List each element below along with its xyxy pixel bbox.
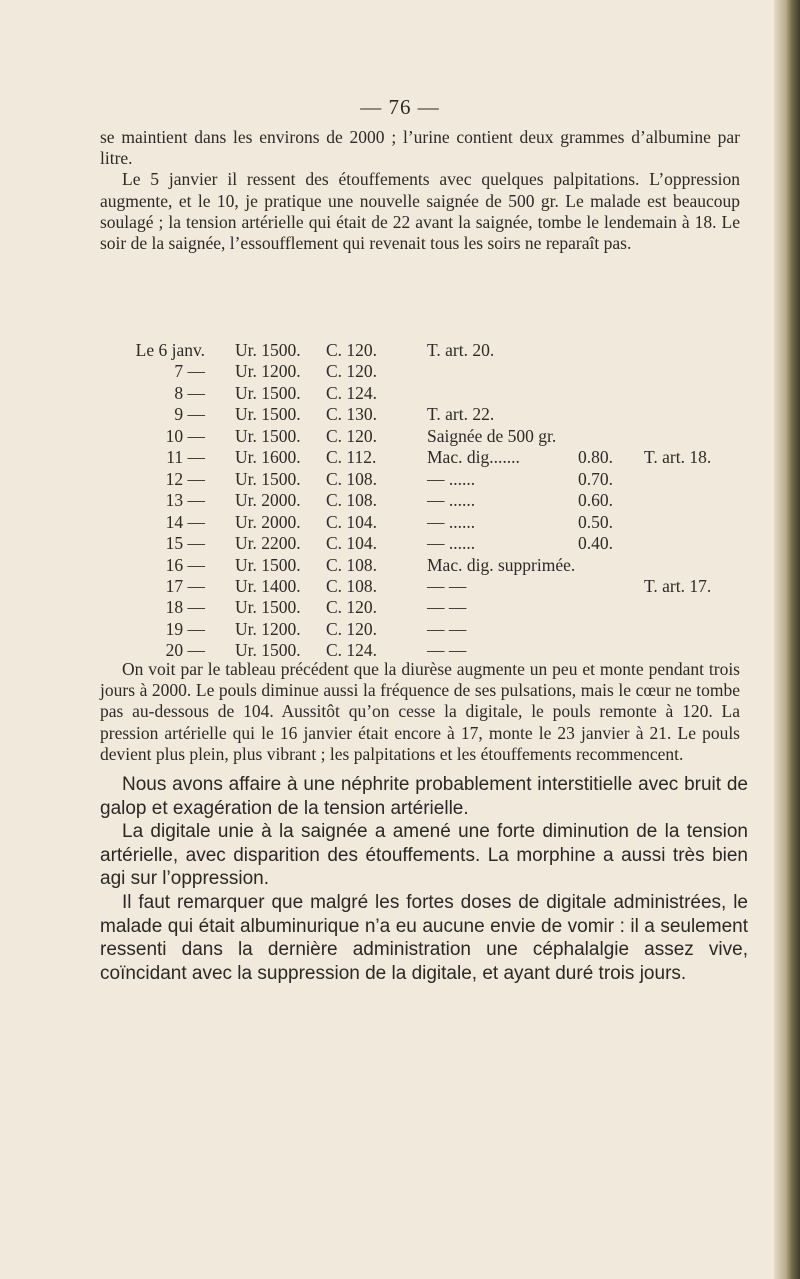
table-cell-note: T. art. 20. (427, 340, 495, 360)
table-cell-c: C. 120. (326, 597, 378, 618)
table-cell-c: C. 104. (326, 511, 378, 532)
table-cell-c: C. 120. (326, 340, 378, 360)
table-cell-c: C. 108. (326, 490, 378, 511)
table-cell-val: 0.40. (578, 533, 613, 554)
table-cell-val: 0.60. (578, 490, 613, 511)
intro-paragraph: se maintient dans les environs de 2000 ; l’urine contient deux grammes d’albumine par litre. (100, 127, 740, 169)
page-edge-shadow (774, 0, 800, 1279)
table-cell-day: Le 6 janv. (135, 340, 205, 360)
table-cell-ur: Ur. 1600. (235, 447, 301, 468)
table-cell-note: Mac. dig. supprimée. (427, 554, 576, 575)
table-cell-day: 9 — (174, 404, 205, 425)
intro-text (100, 127, 740, 254)
table-cell-ur: Ur. 2000. (235, 490, 301, 511)
table-cell-c: C. 108. (326, 468, 378, 489)
table-cell-c: C. 108. (326, 575, 378, 596)
table-cell-day: 10 — (165, 425, 205, 446)
table-cell-c: C. 130. (326, 404, 378, 425)
conclusion-paragraph: Nous avons affaire à une néphrite probablement interstitielle avec bruit de galop et exagération de la tension artérielle. (100, 774, 748, 819)
table-cell-ur: Ur. 1500. (235, 554, 301, 575)
table-cell-note: Saignée de 500 gr. (427, 425, 557, 446)
table-cell-note: — — (427, 597, 467, 618)
page-number: — 76 — (360, 95, 440, 119)
table-cell-day: 20 — (165, 640, 205, 661)
table-cell-day: 7 — (174, 361, 205, 382)
table-cell-ur: Ur. 1500. (235, 340, 301, 360)
table-cell-day: 11 — (166, 447, 205, 468)
table-cell-c: C. 120. (326, 361, 378, 382)
table-cell-ur: Ur. 1200. (235, 618, 301, 639)
table-cell-day: 19 — (165, 618, 205, 639)
table-cell-note: T. art. 22. (427, 404, 495, 425)
table-cell-note: — ...... (427, 468, 476, 489)
table-cell-day: 15 — (165, 533, 205, 554)
table-cell-ur: Ur. 1500. (235, 404, 301, 425)
commentary-paragraph: On voit par le tableau précédent que la diurèse augmente un peu et monte pendant trois jours à 2000. Le pouls diminue aussi la fréquence de ses pulsations, mais le cœur ne tombe pas au-dessous de 104. Aussitôt qu’on cesse la digitale, le pouls remonte à 120. La pression artérielle qui le 16 janvier était encore à 17, monte le 23 janvier à 21. Le pouls devient plus plein, plus vibrant ; les palpitations et les étouffements recommencent. (100, 659, 740, 764)
table-cell-ur: Ur. 1500. (235, 597, 301, 618)
after-table-text (100, 659, 740, 765)
conclusion-paragraph: Il faut remarquer que malgré les fortes doses de digitale administrées, le malade qui était albuminurique n’a eu aucune envie de vomir : il a seulement ressenti dans la dernière administration une céphalalgie assez vive, coïncidant avec la suppression de la digitale, et ayant duré trois jours. (100, 891, 748, 984)
table-cell-day: 18 — (165, 597, 205, 618)
table-cell-ur: Ur. 1400. (235, 575, 301, 596)
table-cell-note: — — (427, 640, 467, 661)
table-cell-ur: Ur. 1500. (235, 640, 301, 661)
table-cell-ur: Ur. 1200. (235, 361, 301, 382)
table-cell-day: 17 — (165, 575, 205, 596)
table-cell-c: C. 120. (326, 618, 378, 639)
table-cell-c: C. 124. (326, 382, 378, 403)
table-cell-c: C. 124. (326, 640, 378, 661)
table-cell-day: 16 — (165, 554, 205, 575)
table-cell-day: 8 — (174, 382, 205, 403)
table-cell-c: C. 108. (326, 554, 378, 575)
table-cell-note: — ...... (427, 533, 476, 554)
table-cell-note: — ...... (427, 511, 476, 532)
table-cell-day: 13 — (165, 490, 205, 511)
conclusion-text (100, 773, 748, 985)
table-cell-val: 0.50. (578, 511, 613, 532)
table-cell-day: 14 — (165, 511, 205, 532)
table-cell-ur: Ur. 2200. (235, 533, 301, 554)
table-cell-val: 0.80. (578, 447, 613, 468)
table-cell-c: C. 104. (326, 533, 378, 554)
table-cell-note: — — (427, 618, 467, 639)
table-cell-ur: Ur. 2000. (235, 511, 301, 532)
table-cell-ur: Ur. 1500. (235, 425, 301, 446)
table-cell-val: 0.70. (578, 468, 613, 489)
table-cell-tart: T. art. 17. (644, 575, 712, 596)
intro-paragraph: Le 5 janvier il ressent des étouffements avec quelques palpitations. L’oppression augmente, et le 10, je pratique une nouvelle saignée de 500 gr. Le malade est beaucoup soulagé ; la tension artérielle qui était de 22 avant la saignée, tombe le lendemain à 18. Le soir de la saignée, l’essoufflement qui revenait tous les soirs ne reparaît pas. (100, 169, 740, 254)
table-cell-ur: Ur. 1500. (235, 468, 301, 489)
table-cell-ur: Ur. 1500. (235, 382, 301, 403)
conclusion-paragraph: La digitale unie à la saignée a amené une forte diminution de la tension artérielle, avec disparition des étouffements. La morphine a aussi très bien agi sur l’oppression. (100, 821, 748, 890)
table-cell-note: Mac. dig....... (427, 447, 520, 468)
table-cell-tart: T. art. 18. (644, 447, 712, 468)
table-cell-note: — ...... (427, 490, 476, 511)
table-cell-note: — — (427, 575, 467, 596)
table-cell-c: C. 120. (326, 425, 378, 446)
table-cell-c: C. 112. (326, 447, 377, 468)
table-cell-day: 12 — (165, 468, 205, 489)
